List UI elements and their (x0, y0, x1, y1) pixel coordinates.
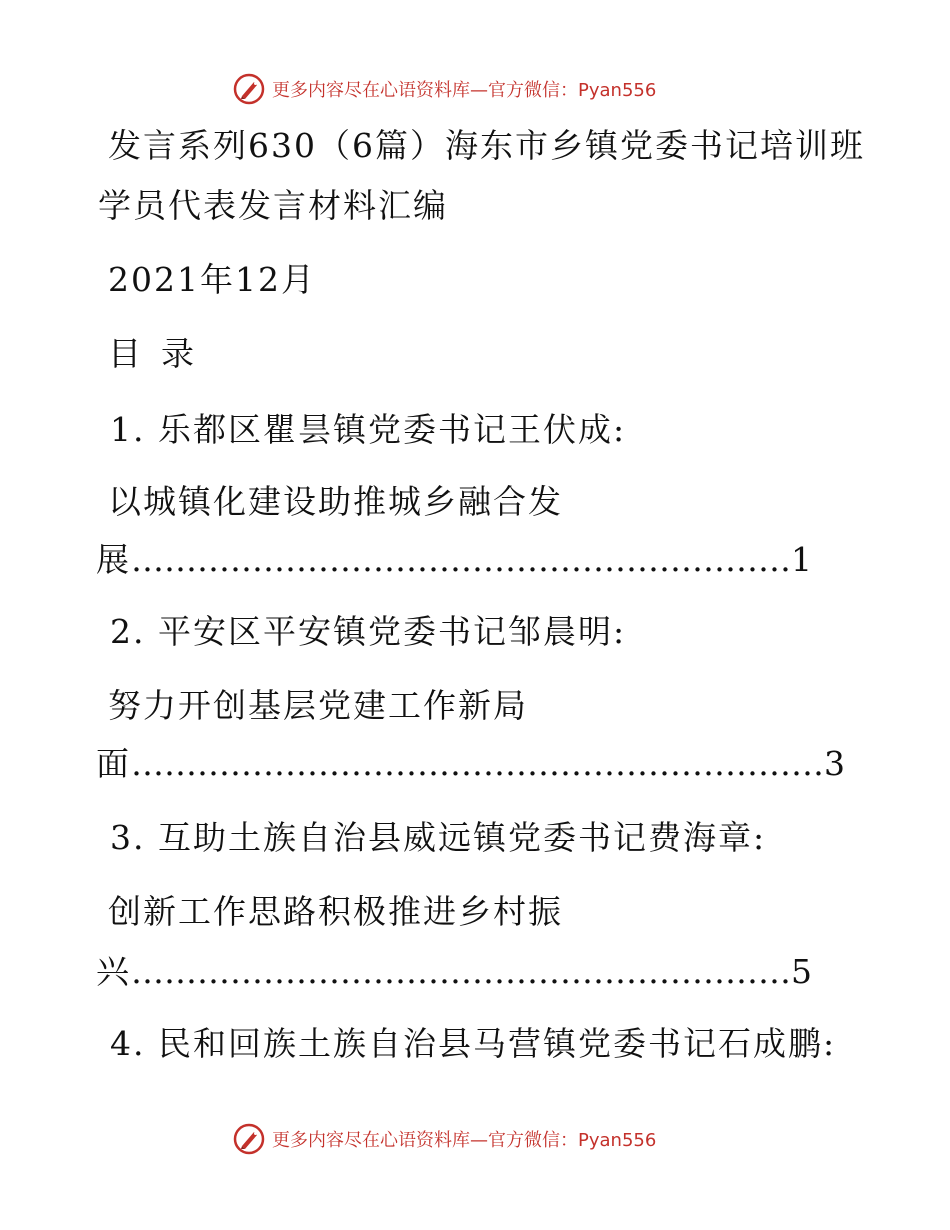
toc-entry-heading: 3. 互助土族自治县威远镇党委书记费海章: (110, 818, 767, 857)
document-title-line-2: 学员代表发言材料汇编 (98, 186, 448, 225)
toc-heading-char: 目 (108, 334, 143, 373)
toc-entry-leader-line (96, 538, 814, 582)
document-date: 2021年12月 (108, 260, 316, 299)
toc-entry-last-char: 展 (96, 540, 131, 579)
toc-heading-char: 录 (161, 334, 196, 373)
toc-page-number: 5 (791, 952, 814, 991)
toc-entry-heading: 2. 平安区平安镇党委书记邹晨明: (110, 612, 627, 651)
toc-dot-leader: ……………………………………………………… (131, 744, 824, 783)
toc-dot-leader: …………………………………………………… (131, 952, 791, 991)
pen-logo-icon (232, 1122, 266, 1156)
banner-text: 更多内容尽在心语资料库—官方微信：Pyan556 (272, 80, 657, 101)
toc-page-number: 1 (791, 540, 814, 579)
footer-banner (0, 1120, 950, 1160)
toc-entry-leader-line (96, 742, 847, 786)
toc-entry-heading: 1. 乐都区瞿昙镇党委书记王伏成: (110, 410, 627, 449)
toc-page-number: 3 (824, 744, 847, 783)
toc-dot-leader: …………………………………………………… (131, 540, 791, 579)
toc-heading (108, 332, 196, 376)
toc-entry-last-char: 面 (96, 744, 131, 783)
document-title-line-1: 发言系列630（6篇）海东市乡镇党委书记培训班 (108, 126, 865, 165)
banner-text: 更多内容尽在心语资料库—官方微信：Pyan556 (272, 1130, 657, 1151)
toc-entry-subtitle: 努力开创基层党建工作新局 (108, 686, 528, 725)
pen-logo-icon (232, 72, 266, 106)
toc-entry-subtitle: 以城镇化建设助推城乡融合发 (108, 482, 563, 521)
header-banner (0, 70, 950, 110)
toc-entry-leader-line (96, 950, 814, 994)
toc-entry-subtitle: 创新工作思路积极推进乡村振 (108, 892, 563, 931)
toc-entry-last-char: 兴 (96, 952, 131, 991)
toc-entry-heading: 4. 民和回族土族自治县马营镇党委书记石成鹏: (110, 1024, 837, 1063)
